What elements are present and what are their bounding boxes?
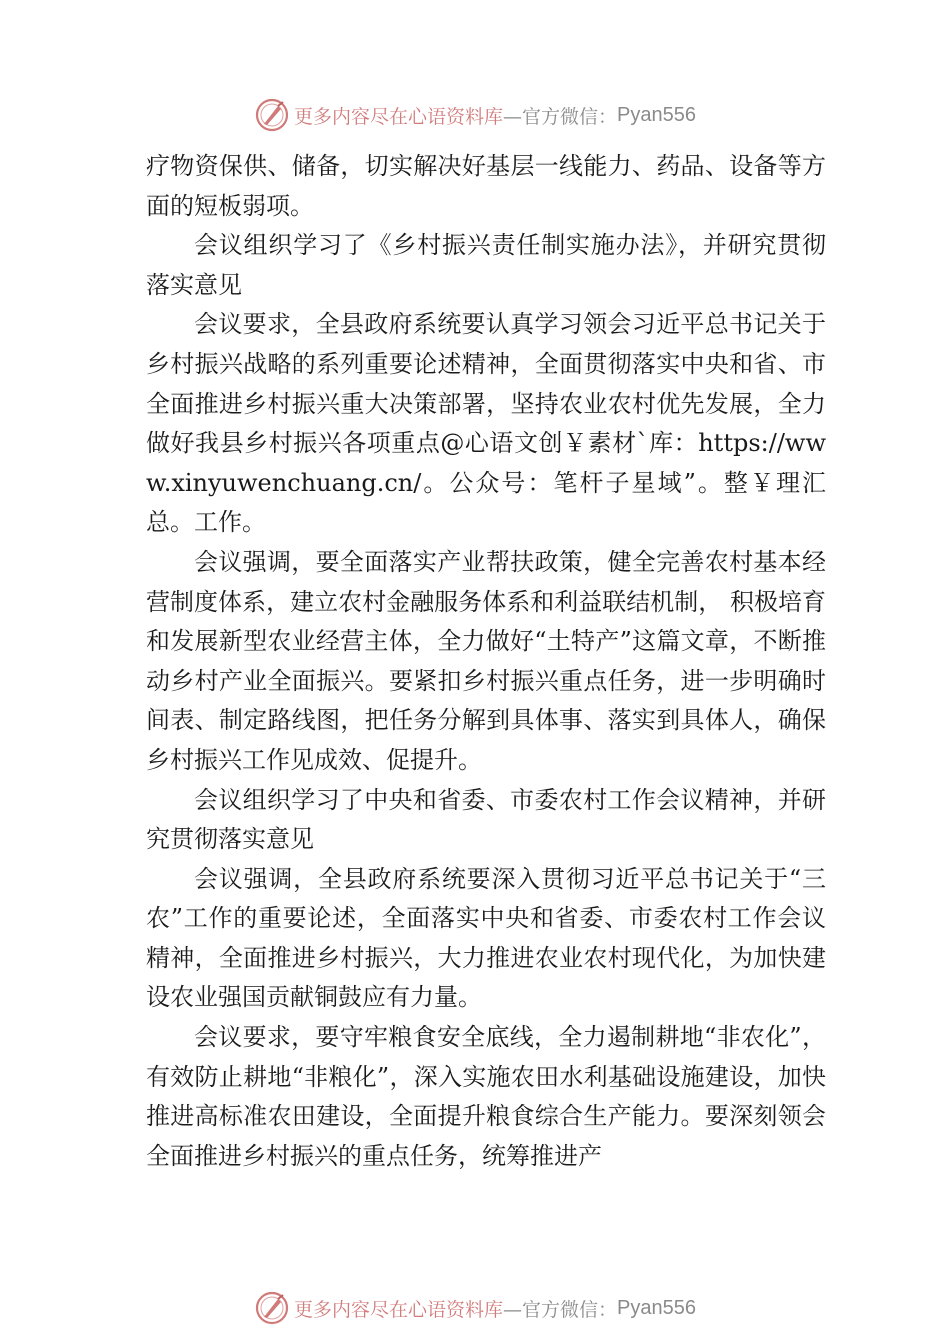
banner-wechat-label: —官方微信：	[503, 1298, 618, 1321]
quill-circle-icon	[254, 97, 290, 133]
document-body	[146, 147, 826, 1176]
quill-circle-icon	[254, 1290, 290, 1326]
paragraph-6: 会议强调，全县政府系统要深入贯彻习近平总书记关于“三农”工作的重要论述，全面落实中央和省委、市委农村工作会议精神，全面推进乡村振兴，大力推进农业农村现代化，为加快建设农业强国贡献铜鼓应有力量。	[146, 864, 826, 1012]
header-watermark	[0, 95, 950, 135]
paragraph-1: 疗物资保供、储备，切实解决好基层一线能力、药品、设备等方面的短板弱项。	[146, 152, 826, 220]
banner-title: 更多内容尽在心语资料库	[294, 1298, 504, 1321]
paragraph-2: 会议组织学习了《乡村振兴责任制实施办法》，并研究贯彻落实意见	[146, 231, 826, 299]
banner-wechat-id: Pyan556	[617, 1296, 696, 1319]
banner-wechat-id: Pyan556	[617, 103, 696, 126]
paragraph-4: 会议强调，要全面落实产业帮扶政策，健全完善农村基本经营制度体系，建立农村金融服务体系和利益联结机制， 积极培育和发展新型农业经营主体，全力做好“土特产”这篇文章，不断推动乡村产业全面振兴。要紧扣乡村振兴重点任务，进一步明确时间表、制定路线图，把任务分解到具体事、落实到具体人，确保乡村振兴工作见成效、促提升。	[146, 547, 826, 774]
paragraph-7: 会议要求，要守牢粮食安全底线，全力遏制耕地“非农化”，有效防止耕地“非粮化”，深入实施农田水利基础设施建设，加快推进高标准农田建设，全面提升粮食综合生产能力。要深刻领会全面推进乡村振兴的重点任务，统筹推进产	[146, 1023, 826, 1170]
banner-title: 更多内容尽在心语资料库	[294, 105, 504, 128]
banner-wechat-label: —官方微信：	[503, 105, 618, 128]
paragraph-5: 会议组织学习了中央和省委、市委农村工作会议精神，并研究贯彻落实意见	[146, 785, 826, 854]
footer-watermark	[0, 1288, 950, 1328]
paragraph-3: 会议要求，全县政府系统要认真学习领会习近平总书记关于乡村振兴战略的系列重要论述精神，全面贯彻落实中央和省、市全面推进乡村振兴重大决策部署，坚持农业农村优先发展，全力做好我县乡村振兴各项重点@心语文创￥素材`库：https://www.xinyuwenchuang.cn/。公众号：笔杆子星域”。整￥理汇总。工作。	[146, 310, 826, 537]
